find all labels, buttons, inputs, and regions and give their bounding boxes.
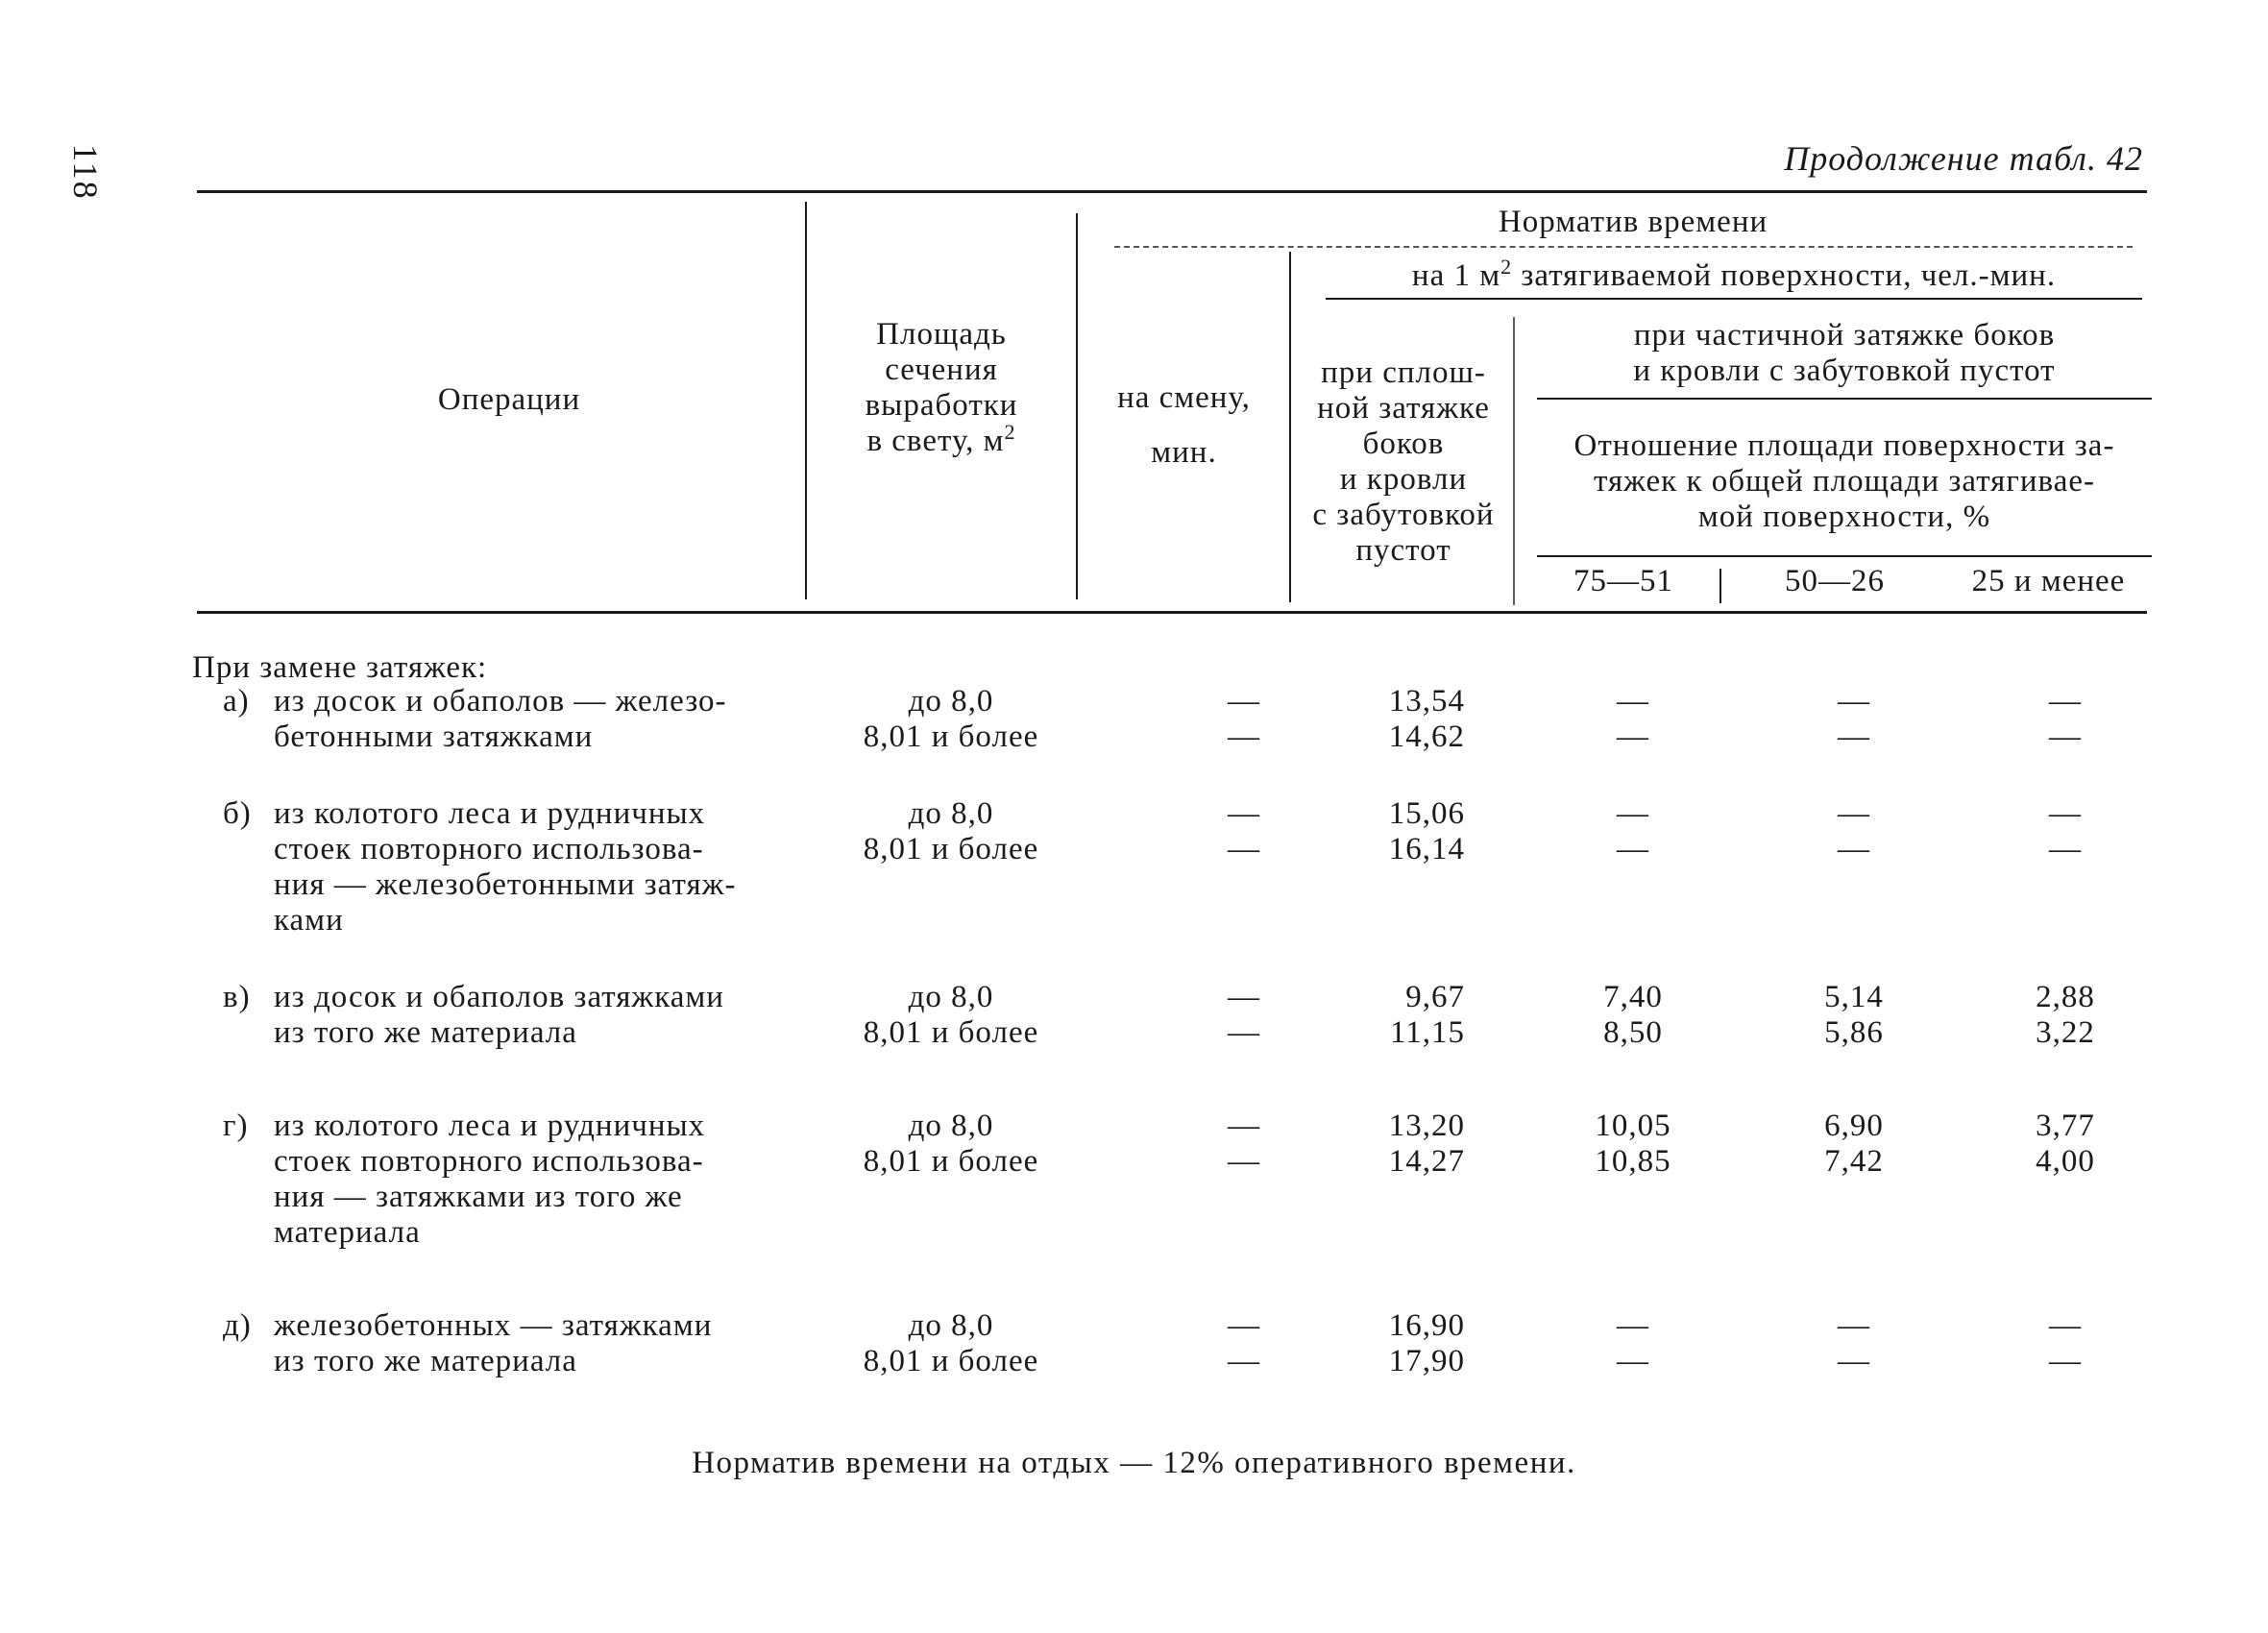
operation-line: железобетонных — затяжками — [274, 1308, 713, 1343]
row-letter: а) — [223, 684, 250, 719]
row-c25 — [2008, 796, 2123, 867]
c75-value: — — [1617, 719, 1649, 754]
c75-value: — — [1617, 832, 1649, 866]
per-m2-underline — [1326, 298, 2142, 300]
row-area — [845, 684, 1057, 755]
c25-value: — — [2049, 719, 2082, 754]
header-area-line4 — [817, 420, 1066, 459]
c25-value: 2,88 — [2036, 980, 2095, 1014]
shift-value: — — [1228, 684, 1260, 719]
c50-value: — — [1838, 796, 1870, 831]
row-operation — [274, 1109, 807, 1251]
solid-value: 15,06 — [1388, 796, 1465, 831]
c50-value: — — [1838, 1308, 1870, 1343]
row-letter: б) — [223, 796, 252, 831]
row-c25 — [2008, 1308, 2123, 1379]
operation-line: бетонными затяжками — [274, 719, 594, 754]
shift-value: — — [1228, 980, 1260, 1014]
row-operation — [274, 980, 807, 1051]
c25-value: 3,22 — [2036, 1015, 2095, 1050]
row-area — [845, 980, 1057, 1051]
header-ratio-line3: мой поверхности, % — [1697, 500, 1991, 534]
solid-value: 17,90 — [1388, 1344, 1465, 1378]
header-solid-line4: и кровли — [1339, 462, 1468, 497]
table-continuation-label: Продолжение табл. 42 — [1784, 139, 2143, 178]
shift-value: — — [1228, 1109, 1260, 1143]
shift-value: — — [1228, 1015, 1260, 1050]
row-shift — [1196, 684, 1292, 755]
row-area — [845, 1308, 1057, 1379]
area-value: 8,01 и более — [863, 832, 1039, 866]
header-bottom-rule — [197, 611, 2147, 614]
c50-value: 5,14 — [1824, 980, 1884, 1014]
c50-value: — — [1838, 832, 1870, 866]
row-shift — [1196, 1308, 1292, 1379]
c25-value: 3,77 — [2036, 1109, 2095, 1143]
c50-value: — — [1838, 719, 1870, 754]
area-value: 8,01 и более — [863, 719, 1039, 754]
header-solid-line5: с забутовкой — [1312, 498, 1495, 532]
header-area-line3: выработки — [865, 388, 1018, 423]
header-operations-label: Операции — [437, 382, 581, 417]
header-area-line1: Площадь — [876, 317, 1007, 352]
header-solid-line1: при сплош- — [1321, 355, 1486, 390]
c50-value: 6,90 — [1824, 1109, 1884, 1143]
row-area — [845, 1109, 1057, 1180]
header-partial-line2: и кровли с забутовкой пустот — [1633, 353, 2056, 388]
header-per-m2 — [1326, 255, 2142, 294]
solid-value: 11,15 — [1389, 1015, 1465, 1050]
row-c50 — [1796, 796, 1912, 867]
c25-value: — — [2049, 832, 2082, 866]
area-value: 8,01 и более — [863, 1144, 1039, 1179]
norm-underline — [1114, 246, 2133, 248]
operation-line: из того же материала — [274, 1344, 577, 1378]
header-col-25-less: 25 и менее — [1971, 564, 2126, 598]
shift-value: — — [1228, 1344, 1260, 1378]
area-value: до 8,0 — [908, 796, 994, 831]
operation-line: ния — затяжками из того же — [274, 1180, 683, 1214]
header-partial-line1: при частичной затяжке боков — [1633, 318, 2056, 353]
row-c75 — [1575, 684, 1691, 755]
c25-value: — — [2049, 684, 2082, 719]
row-c75 — [1575, 1308, 1691, 1379]
row-c25 — [2008, 980, 2123, 1051]
operation-line: из колотого леса и рудничных — [274, 796, 706, 831]
c25-value: — — [2049, 1344, 2082, 1378]
c50-value: 7,42 — [1824, 1144, 1884, 1179]
header-ratio-line2: тяжек к общей площади затягивае- — [1593, 464, 2095, 499]
header-ratio-line1: Отношение площади поверхности за- — [1573, 428, 2115, 463]
operation-line: материала — [274, 1215, 421, 1250]
header-solid-line2: ной затяжке — [1317, 391, 1490, 426]
solid-value: 16,90 — [1388, 1308, 1465, 1343]
area-value: до 8,0 — [908, 1109, 994, 1143]
row-solid — [1326, 1308, 1465, 1379]
c75-value: 10,85 — [1595, 1144, 1671, 1179]
operation-line: из досок и обаполов затяжками — [274, 980, 724, 1014]
operation-line: из колотого леса и рудничных — [274, 1109, 706, 1143]
page-number: 118 — [66, 144, 105, 201]
c25-value: — — [2049, 796, 2082, 831]
header-area-line2: сечения — [885, 353, 998, 387]
header-col-50-26: 50—26 — [1785, 564, 1885, 598]
divider-ops-area — [805, 202, 807, 599]
header-per-shift — [1085, 380, 1282, 471]
operation-line: из досок и обаполов — железо- — [274, 684, 727, 719]
area-value: до 8,0 — [908, 980, 994, 1014]
shift-value: — — [1228, 796, 1260, 831]
row-operation — [274, 684, 807, 755]
row-area — [845, 796, 1057, 867]
shift-value: — — [1228, 719, 1260, 754]
header-area-line4-text: в свету, м — [866, 424, 1005, 458]
header-partial — [1537, 318, 2152, 389]
header-area — [817, 317, 1066, 459]
divider-c75-c50 — [1719, 569, 1721, 603]
row-c25 — [2008, 1109, 2123, 1180]
header-solid — [1295, 355, 1512, 569]
header-ratio — [1532, 428, 2157, 535]
header-per-shift-line1: на смену, — [1117, 380, 1251, 415]
row-c75 — [1575, 796, 1691, 867]
c50-value: — — [1838, 1344, 1870, 1378]
row-solid — [1326, 796, 1465, 867]
row-solid — [1326, 980, 1465, 1051]
header-per-m2-superscript: 2 — [1500, 255, 1513, 279]
operation-line: ния — железобетонными затяж- — [274, 867, 737, 902]
solid-value: 14,27 — [1388, 1144, 1465, 1179]
c75-value: 7,40 — [1603, 980, 1663, 1014]
c25-value: — — [2049, 1308, 2082, 1343]
row-c75 — [1575, 1109, 1691, 1180]
header-col-75-51: 75—51 — [1573, 564, 1673, 598]
header-per-m2-pre: на 1 м — [1411, 258, 1501, 293]
operation-line: стоек повторного использова- — [274, 1144, 704, 1179]
solid-value: 9,67 — [1405, 980, 1465, 1014]
c75-value: — — [1617, 684, 1649, 719]
solid-value: 13,20 — [1388, 1109, 1465, 1143]
row-c50 — [1796, 1308, 1912, 1379]
ratio-underline — [1537, 555, 2152, 557]
solid-value: 16,14 — [1388, 832, 1465, 866]
row-c50 — [1796, 684, 1912, 755]
table-top-rule — [197, 190, 2147, 193]
shift-value: — — [1228, 832, 1260, 866]
c50-value: 5,86 — [1824, 1015, 1884, 1050]
area-value: до 8,0 — [908, 684, 994, 719]
row-c50 — [1796, 1109, 1912, 1180]
operation-line: стоек повторного использова- — [274, 832, 704, 866]
row-c25 — [2008, 684, 2123, 755]
c75-value: — — [1617, 1308, 1649, 1343]
section-title: При замене затяжек: — [192, 650, 488, 685]
header-operations — [365, 382, 653, 418]
c75-value: — — [1617, 1344, 1649, 1378]
header-per-shift-line2: мин. — [1151, 435, 1217, 470]
c75-value: 10,05 — [1595, 1109, 1671, 1143]
row-c75 — [1575, 980, 1691, 1051]
c25-value: 4,00 — [2036, 1144, 2095, 1179]
solid-value: 14,62 — [1388, 719, 1465, 754]
area-value: 8,01 и более — [863, 1344, 1039, 1378]
operation-line: из того же материала — [274, 1015, 577, 1050]
divider-solid-partial — [1513, 317, 1515, 605]
row-solid — [1326, 1109, 1465, 1180]
row-operation — [274, 796, 807, 938]
header-norm — [1345, 205, 1921, 240]
row-c50 — [1796, 980, 1912, 1051]
c75-value: 8,50 — [1603, 1015, 1663, 1050]
shift-value: — — [1228, 1144, 1260, 1179]
row-shift — [1196, 1109, 1292, 1180]
footnote: Норматив времени на отдых — 12% оперативного времени. — [692, 1446, 1576, 1480]
header-area-superscript: 2 — [1004, 420, 1016, 444]
header-norm-label: Норматив времени — [1498, 205, 1768, 239]
header-per-m2-post: затягиваемой поверхности, чел.-мин. — [1512, 258, 2057, 293]
header-solid-line6: пустот — [1355, 533, 1451, 568]
area-value: 8,01 и более — [863, 1015, 1039, 1050]
row-letter: в) — [223, 980, 251, 1014]
row-shift — [1196, 796, 1292, 867]
divider-area-shift — [1076, 213, 1078, 599]
row-operation — [274, 1308, 807, 1379]
c50-value: — — [1838, 684, 1870, 719]
row-letter: д) — [223, 1308, 252, 1343]
operation-line: ками — [274, 903, 344, 938]
partial-underline — [1537, 398, 2152, 400]
header-solid-line3: боков — [1362, 427, 1445, 461]
divider-shift-solid — [1289, 252, 1291, 602]
area-value: до 8,0 — [908, 1308, 994, 1343]
row-solid — [1326, 684, 1465, 755]
solid-value: 13,54 — [1388, 684, 1465, 719]
row-letter: г) — [223, 1109, 249, 1143]
row-shift — [1196, 980, 1292, 1051]
shift-value: — — [1228, 1308, 1260, 1343]
c75-value: — — [1617, 796, 1649, 831]
